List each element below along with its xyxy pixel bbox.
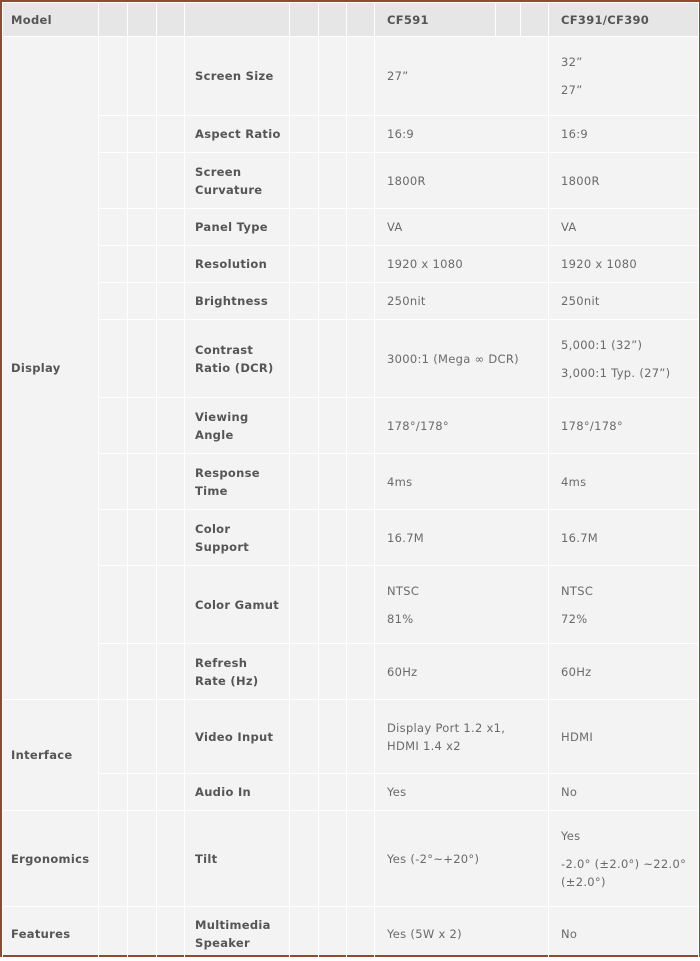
cf391-viewing-angle: 178°/178° — [549, 398, 699, 454]
row-label-audio-in: Audio In — [185, 774, 290, 811]
product-header-cf591: CF591 — [375, 3, 496, 37]
product-header-cf391: CF391/CF390 — [549, 3, 699, 37]
cf391-contrast-ratio: 5,000:1 (32”) 3,000:1 Typ. (27”) — [549, 320, 699, 398]
cf391-tilt: Yes -2.0° (±2.0°) ~22.0° (±2.0°) — [549, 811, 699, 907]
row-label-multimedia-speaker: Multimedia Speaker — [185, 907, 290, 961]
cf391-color-support: 16.7M — [549, 510, 699, 566]
cf591-screen-curvature: 1800R — [375, 153, 549, 209]
row-label-response-time: Response Time — [185, 454, 290, 510]
row-label-refresh-rate: Refresh Rate (Hz) — [185, 644, 290, 700]
row-label-color-support: Color Support — [185, 510, 290, 566]
group-label-ergonomics: Ergonomics — [3, 811, 99, 907]
group-label-features: Features — [3, 907, 99, 961]
table-row — [3, 510, 699, 566]
cf391-panel-type: VA — [549, 209, 699, 246]
spec-comparison-table — [2, 2, 699, 961]
table-row — [3, 907, 699, 961]
group-label-interface: Interface — [3, 700, 99, 811]
table-row — [3, 209, 699, 246]
row-label-brightness: Brightness — [185, 283, 290, 320]
table-row — [3, 454, 699, 510]
cf591-refresh-rate: 60Hz — [375, 644, 549, 700]
cf391-aspect-ratio: 16:9 — [549, 116, 699, 153]
table-row — [3, 774, 699, 811]
table-row — [3, 246, 699, 283]
row-label-screen-size: Screen Size — [185, 37, 290, 116]
row-label-screen-curvature: Screen Curvature — [185, 153, 290, 209]
cf591-viewing-angle: 178°/178° — [375, 398, 549, 454]
table-row — [3, 398, 699, 454]
cf591-brightness: 250nit — [375, 283, 549, 320]
row-label-contrast-ratio: Contrast Ratio (DCR) — [185, 320, 290, 398]
cf591-audio-in: Yes — [375, 774, 549, 811]
cf391-screen-curvature: 1800R — [549, 153, 699, 209]
row-label-tilt: Tilt — [185, 811, 290, 907]
cf391-response-time: 4ms — [549, 454, 699, 510]
cf591-color-support: 16.7M — [375, 510, 549, 566]
cf391-refresh-rate: 60Hz — [549, 644, 699, 700]
table-row — [3, 700, 699, 774]
cf591-screen-size: 27” — [375, 37, 549, 116]
table-row — [3, 320, 699, 398]
table-row — [3, 283, 699, 320]
table-row — [3, 644, 699, 700]
cf391-audio-in: No — [549, 774, 699, 811]
model-header: Model — [3, 3, 99, 37]
table-row — [3, 37, 699, 116]
cf591-aspect-ratio: 16:9 — [375, 116, 549, 153]
cf391-color-gamut: NTSC 72% — [549, 566, 699, 644]
cf391-screen-size: 32” 27” — [549, 37, 699, 116]
table-row — [3, 811, 699, 907]
cf591-multimedia-speaker: Yes (5W x 2) — [375, 907, 549, 961]
header-row — [3, 3, 699, 37]
table-row — [3, 153, 699, 209]
cf391-resolution: 1920 x 1080 — [549, 246, 699, 283]
row-label-viewing-angle: Viewing Angle — [185, 398, 290, 454]
cf591-color-gamut: NTSC 81% — [375, 566, 549, 644]
cf591-resolution: 1920 x 1080 — [375, 246, 549, 283]
cf591-video-input: Display Port 1.2 x1, HDMI 1.4 x2 — [375, 700, 549, 774]
row-label-aspect-ratio: Aspect Ratio — [185, 116, 290, 153]
table-row — [3, 566, 699, 644]
row-label-video-input: Video Input — [185, 700, 290, 774]
row-label-color-gamut: Color Gamut — [185, 566, 290, 644]
cf591-contrast-ratio: 3000:1 (Mega ∞ DCR) — [375, 320, 549, 398]
group-label-display: Display — [3, 37, 99, 700]
cf591-panel-type: VA — [375, 209, 549, 246]
cf591-tilt: Yes (-2°~+20°) — [375, 811, 549, 907]
cf391-video-input: HDMI — [549, 700, 699, 774]
cf391-multimedia-speaker: No — [549, 907, 699, 961]
cf391-brightness: 250nit — [549, 283, 699, 320]
row-label-resolution: Resolution — [185, 246, 290, 283]
row-label-panel-type: Panel Type — [185, 209, 290, 246]
table-row — [3, 116, 699, 153]
cf591-response-time: 4ms — [375, 454, 549, 510]
